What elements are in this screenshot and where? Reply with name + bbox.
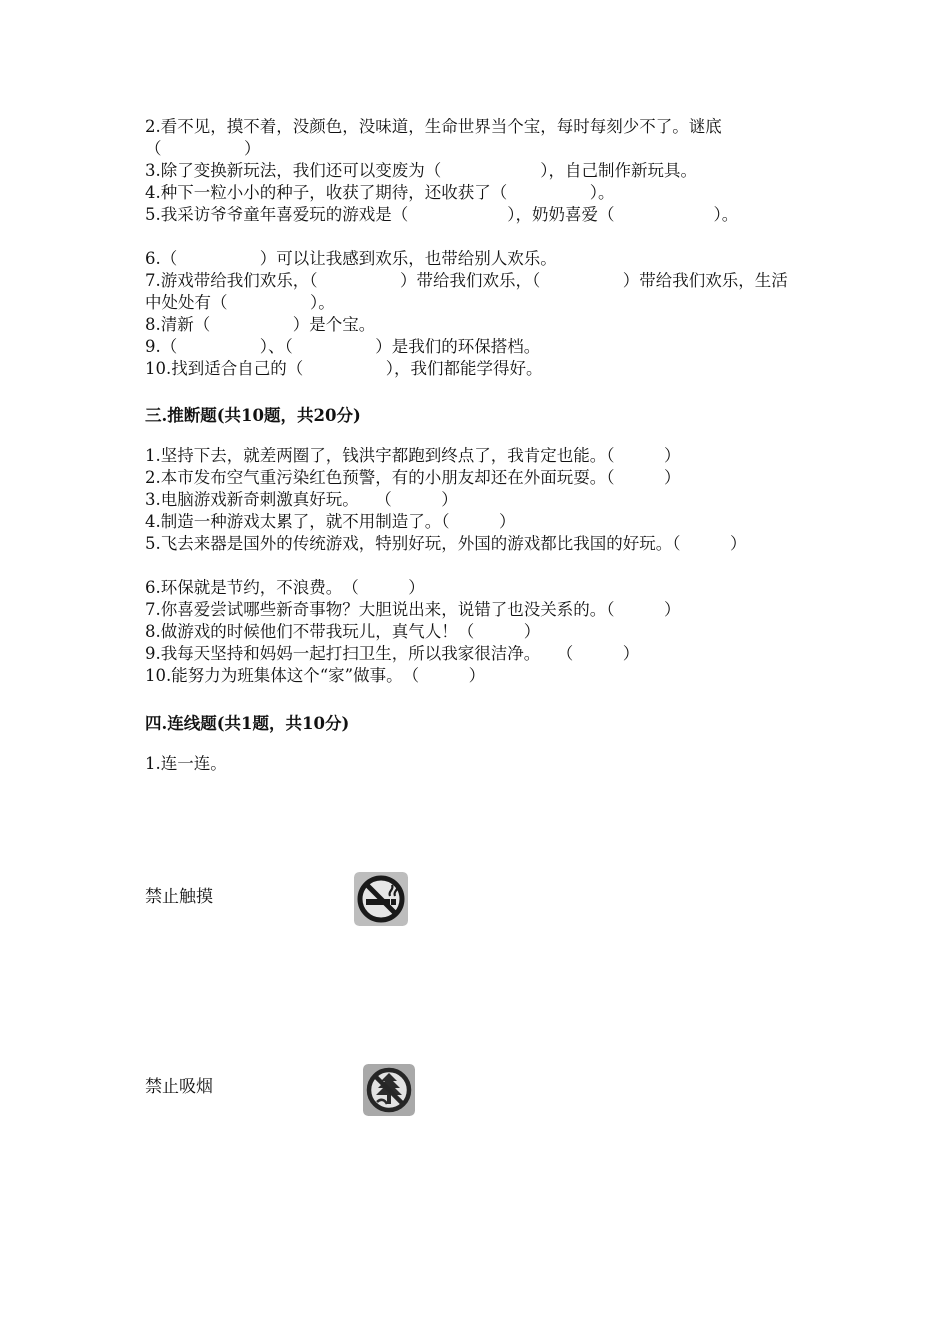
fill-in-item-10: 10.找到适合自己的（ ），我们都能学得好。 xyxy=(145,359,543,378)
fill-in-item-3: 3.除了变换新玩法，我们还可以变废为（ ），自己制作新玩具。 xyxy=(145,161,697,180)
section-heading-judgement: 三.推断题(共10题，共20分) xyxy=(145,406,361,425)
judgement-item-1: 1.坚持下去，就差两圈了，钱洪宇都跑到终点了，我肯定也能。（ ） xyxy=(145,446,681,465)
no-touching-sign-icon[interactable] xyxy=(363,1064,415,1116)
judgement-item-6: 6.环保就是节约，不浪费。 （ ） xyxy=(145,578,425,597)
fill-in-item-9: 9.（ ）、（ ）是我们的环保搭档。 xyxy=(145,337,541,356)
judgement-item-5: 5.飞去来器是国外的传统游戏，特别好玩，外国的游戏都比我国的好玩。（ ） xyxy=(145,534,747,553)
fill-in-item-2: 2.看不见，摸不着，没颜色，没味道，生命世界当个宝，每时每刻少不了。谜底（ ） xyxy=(145,117,722,158)
matching-question: 1.连一连。 xyxy=(145,754,227,773)
fill-in-item-6: 6.（ ）可以让我感到欢乐，也带给别人欢乐。 xyxy=(145,249,557,268)
judgement-item-4: 4.制造一种游戏太累了，就不用制造了。（ ） xyxy=(145,512,516,531)
section-heading-matching: 四.连线题(共1题，共10分) xyxy=(145,714,350,733)
judgement-item-9: 9.我每天坚持和妈妈一起打扫卫生，所以我家很洁净。 （ ） xyxy=(145,644,640,663)
judgement-item-7: 7.你喜爱尝试哪些新奇事物？大胆说出来，说错了也没关系的。（ ） xyxy=(145,600,681,619)
fill-in-item-5: 5.我采访爷爷童年喜爱玩的游戏是（ ），奶奶喜爱（ ）。 xyxy=(145,205,739,224)
fill-in-item-7: 7.游戏带给我们欢乐，（ ）带给我们欢乐，（ ）带给我们欢乐，生活中处处有（ ）。 xyxy=(145,271,788,312)
judgement-item-3: 3.电脑游戏新奇刺激真好玩。 （ ） xyxy=(145,490,458,509)
label-no-smoking[interactable]: 禁止吸烟 xyxy=(145,1077,213,1097)
judgement-item-10: 10.能努力为班集体这个“家”做事。 （ ） xyxy=(145,666,486,685)
label-no-touching[interactable]: 禁止触摸 xyxy=(145,887,213,907)
fill-in-item-8: 8.清新（ ）是个宝。 xyxy=(145,315,376,334)
judgement-item-8: 8.做游戏的时候他们不带我玩儿，真气人！（ ） xyxy=(145,622,541,641)
no-smoking-sign-icon[interactable] xyxy=(354,872,408,926)
judgement-item-2: 2.本市发布空气重污染红色预警，有的小朋友却还在外面玩耍。（ ） xyxy=(145,468,681,487)
fill-in-item-4: 4.种下一粒小小的种子，收获了期待，还收获了（ ）。 xyxy=(145,183,615,202)
